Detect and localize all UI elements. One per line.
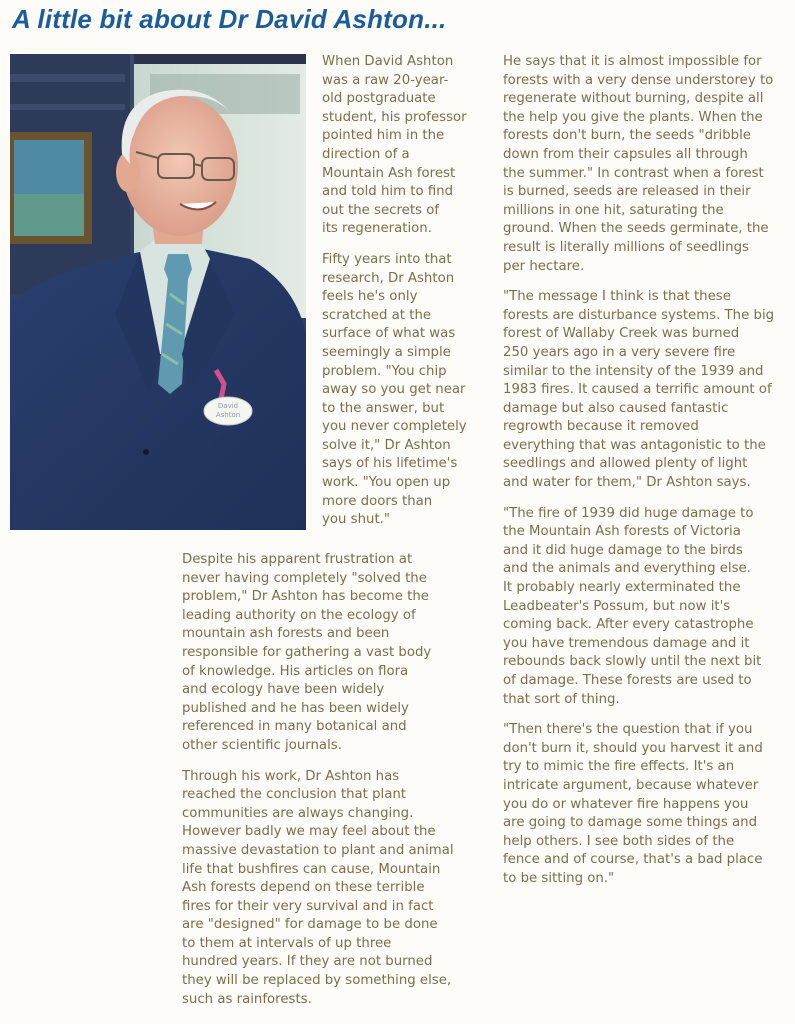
- text-line: pointed him in the: [322, 128, 445, 144]
- text-line: never having completely "solved the: [182, 570, 427, 586]
- paragraph-fifty-years: [322, 251, 497, 530]
- text-line: millions in one hit, saturating the: [503, 202, 724, 218]
- text-line: regenerate without burning, despite all: [503, 91, 764, 107]
- paragraph-regeneration-burning: [503, 53, 795, 276]
- text-line: reached the conclusion that plant: [182, 787, 407, 803]
- text-line: that sort of thing.: [503, 691, 620, 707]
- text-line: Despite his apparent frustration at: [182, 552, 413, 567]
- text-line: feels he's only: [322, 289, 418, 305]
- text-line: "Then there's the question that if you: [503, 722, 753, 738]
- text-line: forests are disturbance systems. The big: [503, 307, 775, 323]
- text-line: similar to the intensity of the 1939 and: [503, 363, 764, 379]
- text-line: 1983 fires. It caused a terrific amount of: [503, 382, 772, 398]
- text-line: scratched at the: [322, 307, 432, 323]
- text-line: regrowth because it removed: [503, 419, 699, 435]
- text-line: It probably nearly exterminated the: [503, 580, 741, 596]
- text-line: out the secrets of: [322, 202, 440, 218]
- column-1: [322, 53, 497, 542]
- text-line: forests with a very dense understorey to: [503, 72, 774, 88]
- text-line: fence and of course, that's a bad place: [503, 852, 763, 868]
- text-line: are "designed" for damage to be done: [182, 917, 438, 933]
- text-line: you do or whatever fire happens you: [503, 796, 749, 812]
- text-line: published and he has been widely: [182, 700, 409, 716]
- text-line: you shut.": [322, 512, 390, 528]
- text-line: per hectare.: [503, 258, 585, 274]
- text-line: try to mimic the fire effects. It's an: [503, 759, 735, 775]
- text-line: seedlings and allowed plenty of light: [503, 456, 748, 472]
- badge-line-1: David: [217, 402, 239, 410]
- article-title: A little bit about Dr David Ashton...: [12, 4, 447, 34]
- text-line: forest of Wallaby Creek was burned: [503, 326, 740, 342]
- text-line: to the answer, but: [322, 400, 445, 416]
- text-line: more doors than: [322, 493, 433, 509]
- text-line: When David Ashton: [322, 54, 454, 69]
- badge-line-2: Ashton: [215, 411, 241, 419]
- text-line: mountain ash forests and been: [182, 626, 390, 642]
- text-line: you have tremendous damage and it: [503, 635, 750, 651]
- text-line: and ecology have been widely: [182, 682, 385, 698]
- text-line: seemingly a simple: [322, 344, 451, 360]
- text-line: the summer." In contrast when a forest: [503, 165, 764, 181]
- text-line: of knowledge. His articles on flora: [182, 663, 409, 679]
- paragraph-disturbance-systems: [503, 288, 795, 493]
- text-line: fires for their very survival and in fact: [182, 898, 434, 914]
- text-line: Leadbeater's Possum, but now it's: [503, 598, 731, 614]
- text-line: down from their capsules all through: [503, 146, 748, 162]
- text-line: they will be replaced by something else,: [182, 973, 452, 989]
- text-line: direction of a: [322, 146, 410, 162]
- text-line: "The message I think is that these: [503, 289, 731, 305]
- text-line: research, Dr Ashton: [322, 270, 455, 286]
- paragraph-regeneration-intro: [322, 53, 497, 239]
- column-3: [503, 53, 795, 901]
- text-line: help others. I see both sides of the: [503, 833, 735, 849]
- text-line: the Mountain Ash forests of Victoria: [503, 524, 741, 540]
- text-line: life that bushfires can cause, Mountain: [182, 861, 441, 877]
- text-line: such as rainforests.: [182, 991, 312, 1007]
- text-line: However badly we may feel about the: [182, 824, 436, 840]
- text-line: the help you give the plants. When the: [503, 109, 763, 125]
- text-line: Fifty years into that: [322, 251, 452, 267]
- text-line: are going to damage some things and: [503, 815, 758, 831]
- text-line: Ash forests depend on these terrible: [182, 880, 425, 896]
- text-line: of damage. These forests are used to: [503, 673, 752, 688]
- text-line: and the animals and everything else.: [503, 561, 751, 577]
- paragraph-leading-authority: [182, 551, 500, 756]
- text-line: 250 years ago in a very severe fire: [503, 344, 736, 360]
- text-line: "The fire of 1939 did huge damage to: [503, 505, 754, 521]
- portrait-illustration: [10, 54, 306, 530]
- text-line: Through his work, Dr Ashton has: [182, 768, 400, 784]
- column-2: [182, 551, 500, 1021]
- text-line: old postgraduate: [322, 91, 436, 107]
- text-line: surface of what was: [322, 326, 456, 342]
- text-line: its regeneration.: [322, 221, 432, 237]
- text-line: solve it," Dr Ashton: [322, 437, 451, 453]
- paragraph-fire-1939: [503, 505, 795, 710]
- text-line: coming back. After every catastrophe: [503, 617, 754, 633]
- text-line: work. "You open up: [322, 475, 451, 491]
- text-line: He says that it is almost impossible for: [503, 54, 762, 69]
- text-line: everything that was antagonistic to the: [503, 437, 766, 453]
- text-line: you never completely: [322, 419, 467, 435]
- text-line: was a raw 20-year-: [322, 72, 449, 88]
- text-line: problem," Dr Ashton has become the: [182, 589, 429, 605]
- text-line: ground. When the seeds germinate, the: [503, 221, 769, 237]
- text-line: forests don't burn, the seeds "dribble: [503, 128, 751, 144]
- text-line: leading authority on the ecology of: [182, 607, 416, 623]
- text-line: don't burn it, should you harvest it and: [503, 740, 763, 756]
- text-line: to them at intervals of up three: [182, 935, 392, 951]
- text-line: is burned, seeds are released in their: [503, 184, 751, 200]
- text-line: intricate argument, because whatever: [503, 777, 759, 793]
- text-line: and it did huge damage to the birds: [503, 542, 743, 558]
- text-line: result is literally millions of seedlings: [503, 239, 749, 255]
- text-line: says of his lifetime's: [322, 456, 458, 472]
- text-line: hundred years. If they are not burned: [182, 954, 433, 970]
- text-line: other scientific journals.: [182, 737, 342, 753]
- portrait-photo: [10, 54, 306, 530]
- text-line: to be sitting on.": [503, 870, 615, 886]
- paragraph-conclusion: [182, 768, 500, 1010]
- text-line: massive devastation to plant and animal: [182, 842, 454, 858]
- text-line: rebounds back slowly until the next bit: [503, 654, 762, 670]
- text-line: referenced in many botanical and: [182, 719, 407, 735]
- text-line: away so you get near: [322, 382, 466, 398]
- text-line: and water for them," Dr Ashton says.: [503, 475, 751, 491]
- text-line: damage but also caused fantastic: [503, 400, 729, 416]
- text-line: responsible for gathering a vast body: [182, 644, 432, 660]
- text-line: and told him to find: [322, 184, 454, 200]
- text-line: communities are always changing.: [182, 805, 414, 821]
- paragraph-harvest-question: [503, 721, 795, 888]
- text-line: problem. "You chip: [322, 363, 447, 379]
- text-line: student, his professor: [322, 109, 467, 125]
- text-line: Mountain Ash forest: [322, 165, 456, 181]
